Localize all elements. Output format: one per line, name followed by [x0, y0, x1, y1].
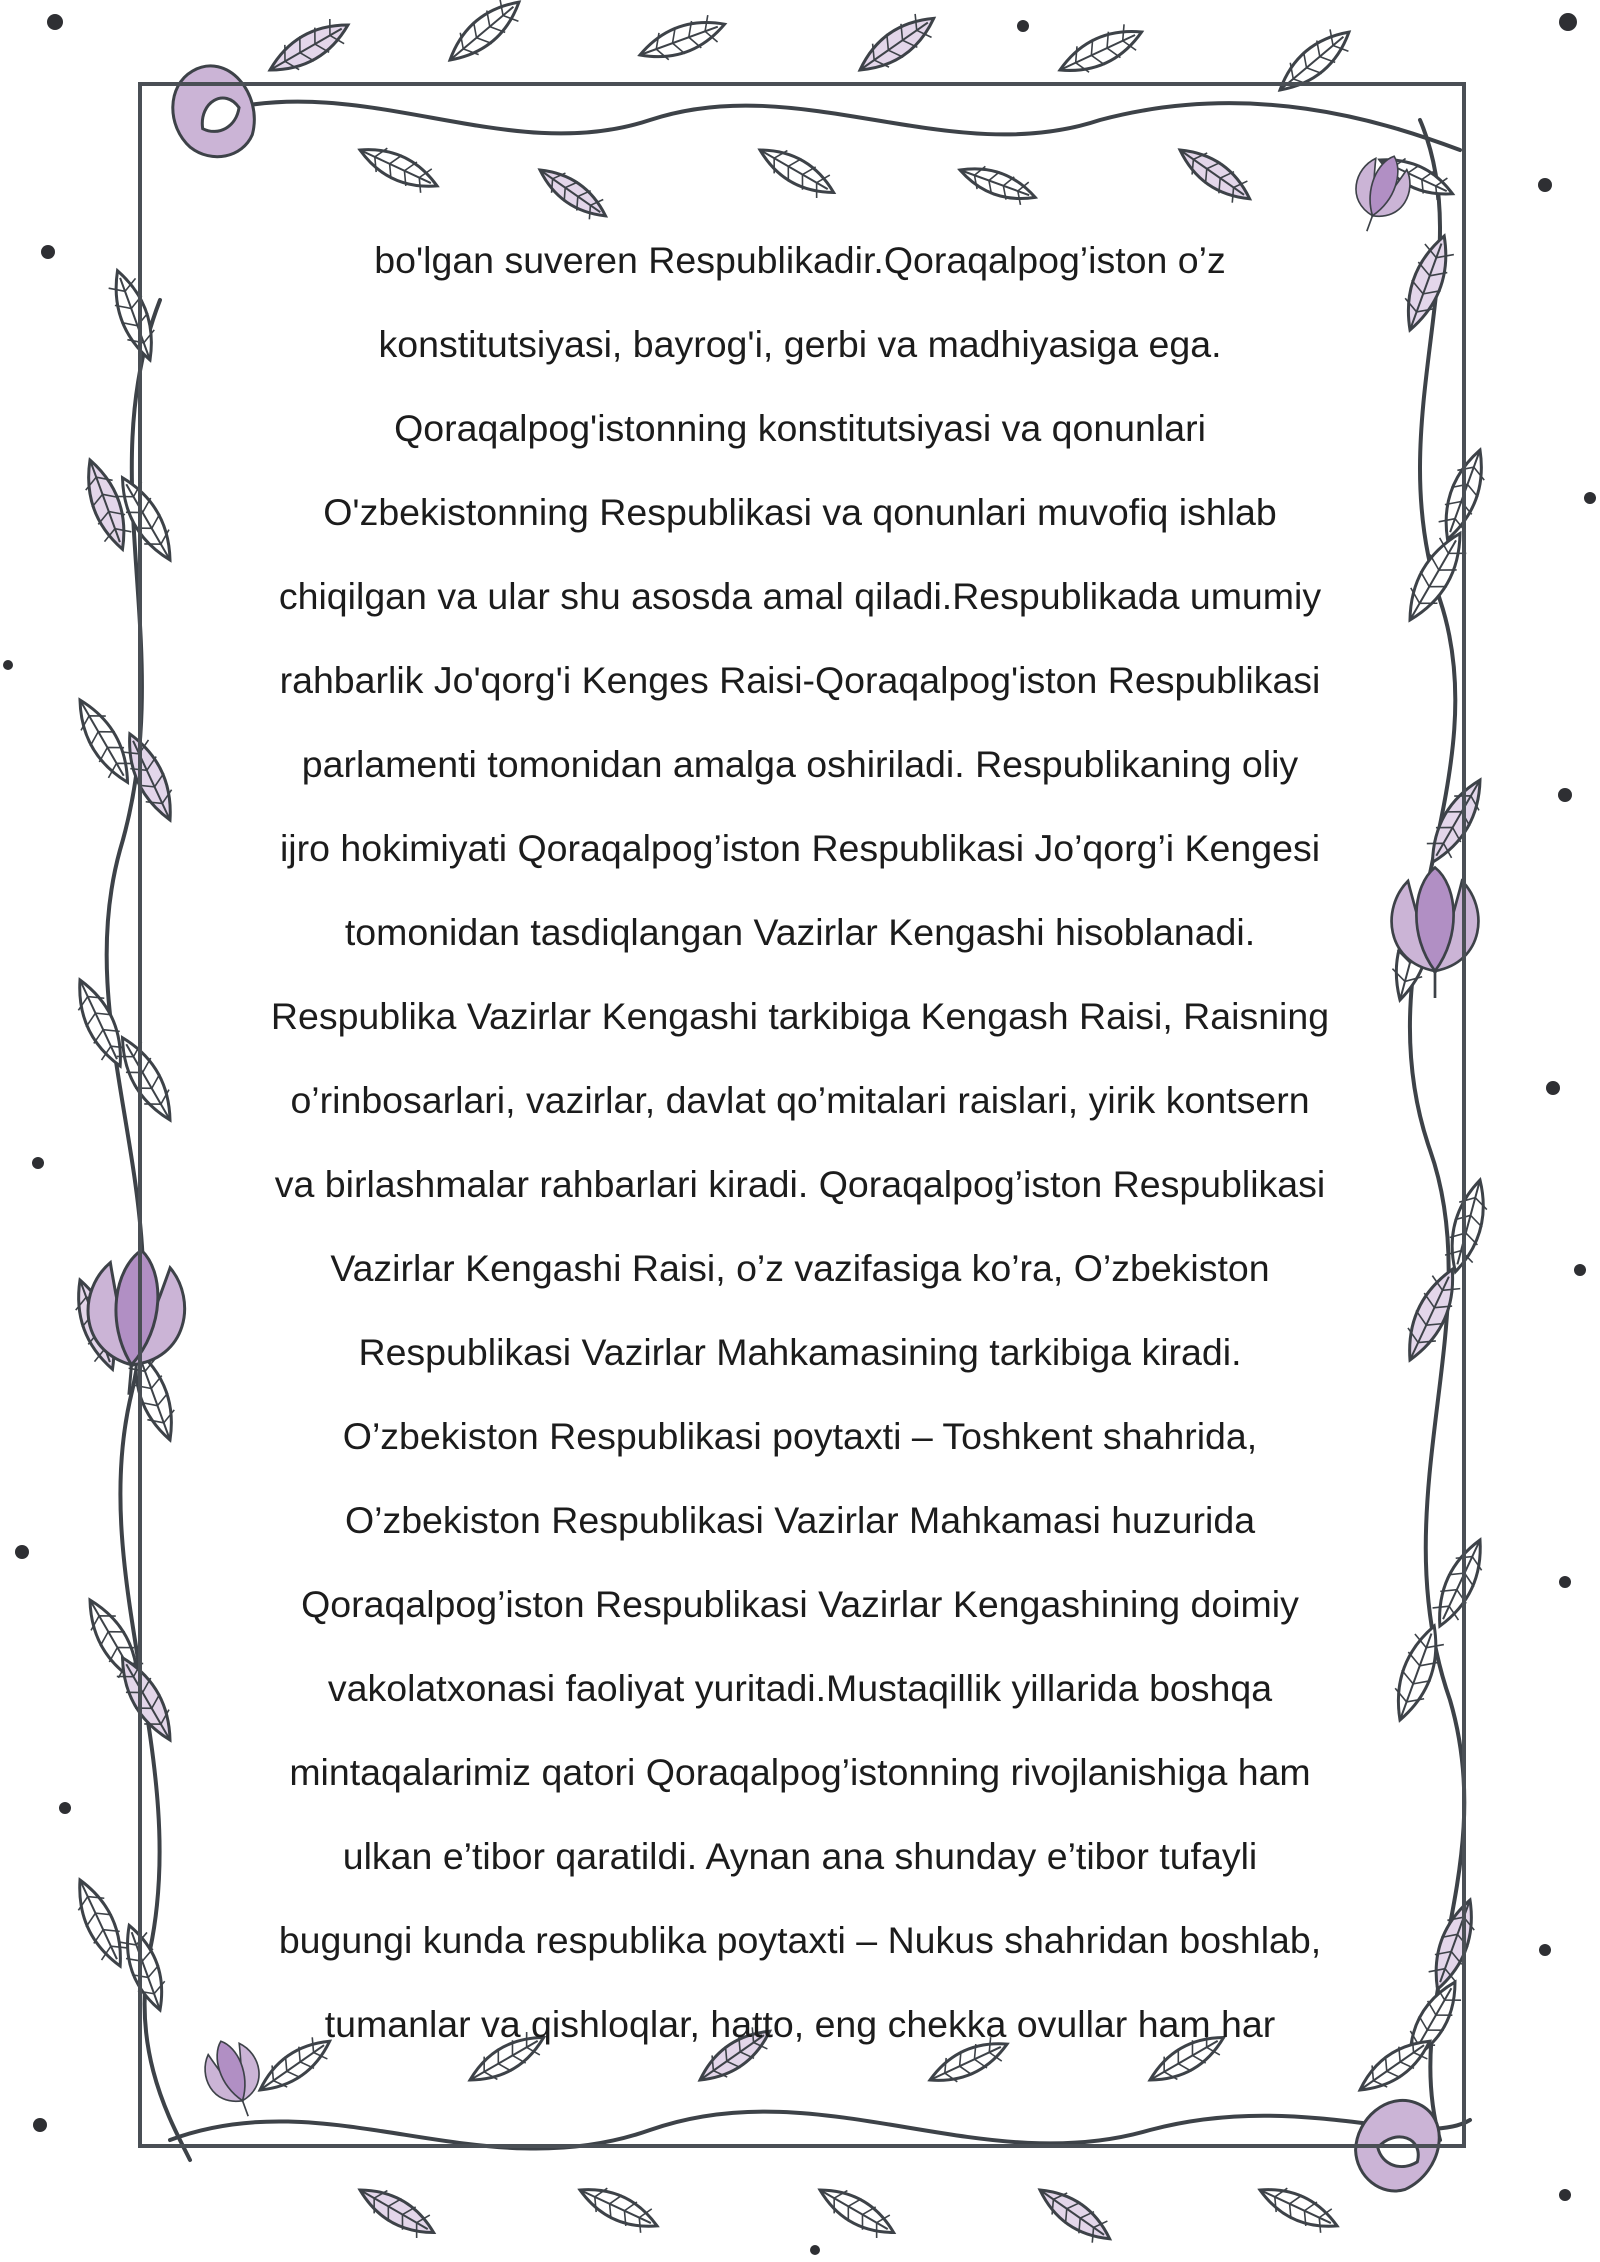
decor-dot [1559, 2189, 1571, 2201]
text-line: Qoraqalpog'istonning konstitutsiyasi va qonunlari [394, 407, 1206, 449]
text-line: tumanlar va qishloqlar, hatto, eng chekka ovullar ham har [324, 2003, 1276, 2045]
decor-dot [59, 1802, 71, 1814]
text-line: O’zbekiston Respublikasi poytaxti – Toshkent shahrida, [342, 1415, 1258, 1457]
decor-dot [47, 14, 63, 30]
text-line: ijro hokimiyati Qoraqalpog’iston Respublikasi Jo’qorg’i Kengesi [279, 827, 1321, 869]
leaf-icon [1054, 19, 1148, 83]
text-line: konstitutsiyasi, bayrog'i, gerbi va madhiyasiga ega. [378, 323, 1222, 365]
decor-dot [810, 2245, 820, 2255]
text-line: Respublikasi Vazirlar Mahkamasining tarkibiga kiradi. [358, 1331, 1242, 1373]
text-line: vakolatxonasi faoliyat yuritadi.Mustaqillik yillarida boshqa [327, 1667, 1273, 1709]
decor-dot [1558, 788, 1572, 802]
decor-dot [1574, 1264, 1586, 1276]
leaf-icon [1032, 2179, 1117, 2249]
text-line: Qoraqalpog’iston Respublikasi Vazirlar Kengashining doimiy [301, 1583, 1299, 1625]
leaf-icon [441, 0, 528, 71]
text-line: O'zbekistonning Respublikasi va qonunlari muvofiq ishlab [323, 491, 1277, 533]
body-text [240, 218, 1360, 2066]
decor-dot [1546, 1081, 1560, 1095]
text-line: tomonidan tasdiqlangan Vazirlar Kengashi hisoblanadi. [344, 911, 1256, 953]
text-line: Vazirlar Kengashi Raisi, o’z vazifasiga ko’ra, O’zbekiston [330, 1247, 1270, 1289]
text-line: chiqilgan va ular shu asosda amal qiladi.Respublikada umumiy [278, 575, 1322, 617]
text-line: o’rinbosarlari, vazirlar, davlat qo’mitalari raislari, yirik kontsern [290, 1079, 1310, 1121]
leaf-icon [813, 2179, 900, 2244]
decor-dot [1559, 13, 1577, 31]
leaf-icon [353, 2179, 440, 2244]
leaf-icon [635, 11, 729, 69]
text-line: bugungi kunda respublika poytaxti – Nukus shahridan boshlab, [278, 1919, 1322, 1961]
leaf-icon [67, 1874, 133, 1972]
leaf-icon [574, 2178, 662, 2238]
decor-dot [1584, 492, 1596, 504]
decor-dot [15, 1545, 29, 1559]
decor-dot [1017, 20, 1029, 32]
decor-dot [1538, 178, 1552, 192]
leaf-icon [1254, 2178, 1342, 2238]
text-line: O’zbekiston Respublikasi Vazirlar Mahkamasi huzurida [344, 1499, 1256, 1541]
decor-dot [1539, 1944, 1551, 1956]
decor-dot [33, 2118, 47, 2132]
text-line: va birlashmalar rahbarlari kiradi. Qoraqalpog’iston Respublikasi [274, 1163, 1326, 1205]
text-line: ulkan e’tibor qaratildi. Aynan ana shunday e’tibor tufayli [342, 1835, 1258, 1877]
decor-dot [3, 660, 13, 670]
text-line: rahbarlik Jo'qorg'i Kenges Raisi-Qoraqalpog'iston Respublikasi [279, 659, 1321, 701]
decor-dot [32, 1157, 44, 1169]
text-line: parlamenti tomonidan amalga oshiriladi. Respublikaning oliy [301, 743, 1299, 785]
decor-dot [1559, 1576, 1571, 1588]
leaf-icon [852, 7, 942, 82]
text-line: Respublika Vazirlar Kengashi tarkibiga Kengash Raisi, Raisning [270, 995, 1330, 1037]
text-line: mintaqalarimiz qatori Qoraqalpog’istonning rivojlanishiga ham [289, 1751, 1311, 1793]
decor-dot [41, 245, 55, 259]
leaf-icon [263, 13, 355, 83]
text-line: bo'lgan suveren Respublikadir.Qoraqalpog’iston o’z [374, 239, 1226, 281]
